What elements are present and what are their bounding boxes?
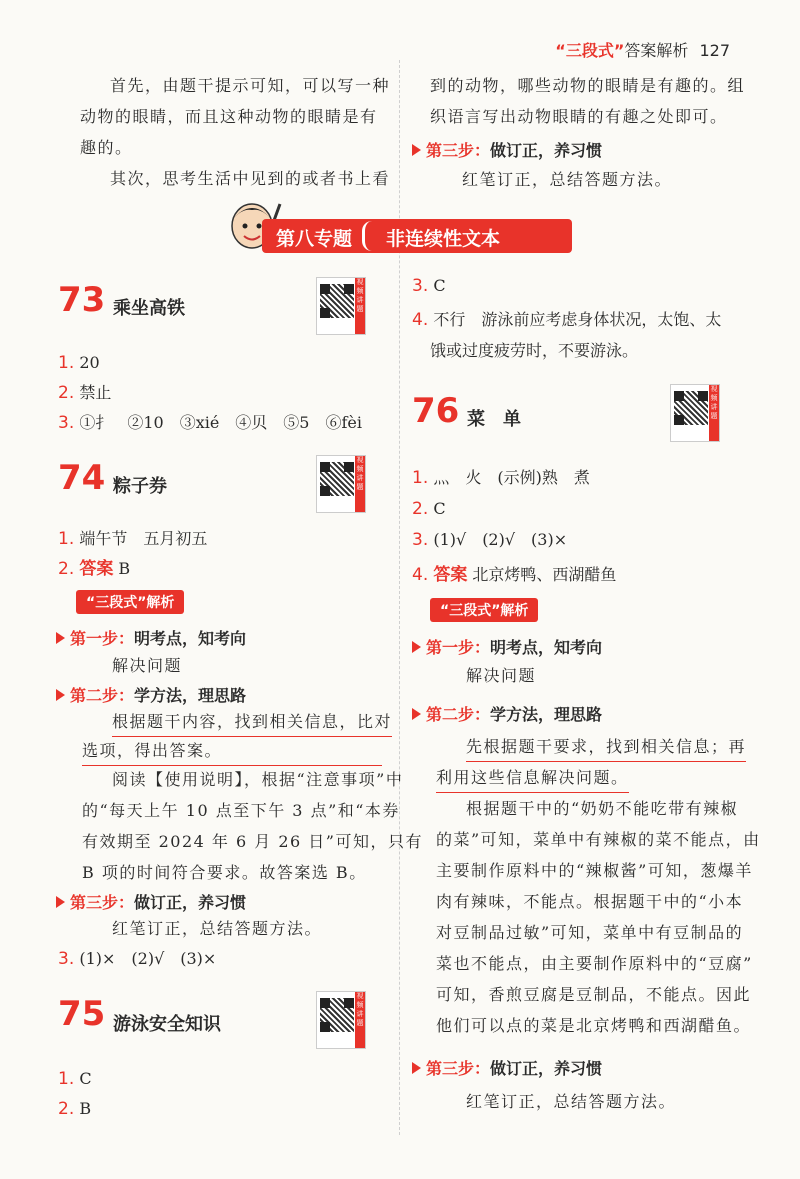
intro-line-1: 首先，由题干提示可知，可以写一种 [110, 76, 391, 95]
intro-step3-body: 红笔订正，总结答题方法。 [462, 170, 673, 189]
video-qr-code-75[interactable] [316, 991, 366, 1049]
question-title-75: 游泳安全知识 [113, 1014, 221, 1035]
intro-right-line-2: 织语言写出动物眼睛的有趣之处即可。 [430, 107, 728, 126]
step1-76-body: 解决问题 [466, 666, 537, 685]
arrow-bullet-icon [56, 632, 65, 644]
answer-75-4: 4. 不行 游泳前应考虑身体状况，太饱、太 [412, 310, 722, 330]
video-qr-code-74[interactable] [316, 455, 366, 513]
answer-75-2: 2. B [58, 1099, 92, 1119]
answer-76-2: 2. C [412, 499, 446, 519]
answer-73-3: 3. ①扌 ②10 ③xié ④贝 ⑤5 ⑥fèi [58, 413, 362, 433]
question-title-76: 菜 单 [467, 409, 521, 430]
step2-76: 第二步：学方法，理思路 [412, 702, 602, 725]
page-number: 127 [699, 41, 730, 60]
step2-76-method-1: 先根据题干要求，找到相关信息；再 [466, 733, 746, 762]
step1-74: 第一步：明考点，知考向 [56, 626, 246, 649]
step1-76: 第一步：明考点，知考向 [412, 635, 602, 658]
step2-76-method-2: 利用这些信息解决问题。 [436, 764, 629, 793]
step3-74-body: 红笔订正，总结答题方法。 [112, 919, 323, 938]
header-title: 答案解析 [624, 41, 689, 60]
step3-76-body: 红笔订正，总结答题方法。 [466, 1092, 677, 1111]
detail-74-line-1: 阅读【使用说明】，根据“注意事项”中 [112, 770, 404, 789]
qr-tag: 视频讲题 [709, 385, 719, 441]
detail-76-line-3: 主要制作原料中的“辣椒酱”可知，葱爆羊 [436, 861, 753, 880]
detail-76-line-6: 菜也不能点，由主要制作原料中的“豆腐” [436, 954, 753, 973]
page-header [555, 38, 730, 61]
detail-76-line-1: 根据题干中的“奶奶不能吃带有辣椒 [466, 799, 739, 818]
video-qr-code-76[interactable] [670, 384, 720, 442]
analysis-badge-74: “三段式”解析 [76, 590, 184, 614]
answer-75-1: 1. C [58, 1069, 92, 1089]
detail-76-line-4: 肉有辣味，不能点。根据题干中的“小本 [436, 892, 744, 911]
arrow-bullet-icon [412, 708, 421, 720]
step2-74-method-1: 根据题干内容，找到相关信息，比对 [112, 708, 392, 737]
answer-76-3: 3. (1)√ (2)√ (3)× [412, 530, 568, 550]
banner-topic: 第八专题 [276, 228, 353, 250]
qr-tag: 视频讲题 [355, 278, 365, 334]
arrow-bullet-icon [412, 641, 421, 653]
step2-74: 第二步：学方法，理思路 [56, 683, 246, 706]
intro-line-4: 其次，思考生活中见到的或者书上看 [110, 169, 391, 188]
answer-74-1: 1. 端午节 五月初五 [58, 529, 208, 549]
banner-separator [362, 221, 385, 251]
arrow-bullet-icon [412, 1062, 421, 1074]
question-number-74: 74 [58, 458, 106, 498]
question-title-73: 乘坐高铁 [113, 298, 185, 319]
question-number-76: 76 [412, 391, 460, 431]
detail-74-line-4: B 项的时间符合要求。故答案选 B。 [82, 863, 367, 882]
detail-74-line-3: 有效期至 2024 年 6 月 26 日”可知，只有 [82, 832, 423, 851]
answer-73-2: 2. 禁止 [58, 383, 112, 403]
step2-74-method-2: 选项，得出答案。 [82, 737, 382, 766]
topic-banner [262, 219, 572, 253]
step3-76: 第三步：做订正，养习惯 [412, 1056, 602, 1079]
header-quote-title: “三段式” [555, 41, 625, 60]
detail-74-line-2: 的“每天上午 10 点至下午 3 点”和“本券 [82, 801, 400, 820]
detail-76-line-2: 的菜”可知，菜单中有辣椒的菜不能点，由 [436, 830, 761, 849]
intro-step3: 第三步：做订正，养习惯 [412, 138, 602, 161]
answer-75-4-cont: 饿或过度疲劳时，不要游泳。 [430, 341, 639, 360]
question-number-73: 73 [58, 280, 106, 320]
answer-73-1: 1. 20 [58, 353, 100, 373]
answer-75-3: 3. C [412, 276, 446, 296]
intro-right-line-1: 到的动物，哪些动物的眼睛是有趣的。组 [430, 76, 746, 95]
video-qr-code-73[interactable] [316, 277, 366, 335]
qr-tag: 视频讲题 [355, 456, 365, 512]
banner-title: 非连续性文本 [386, 228, 501, 250]
question-number-75: 75 [58, 994, 106, 1034]
step3-74: 第三步：做订正，养习惯 [56, 890, 246, 913]
answer-76-4: 4. 答案 北京烤鸭、西湖醋鱼 [412, 565, 617, 585]
detail-76-line-5: 对豆制品过敏”可知，菜单中有豆制品的 [436, 923, 744, 942]
detail-76-line-7: 可知，香煎豆腐是豆制品，不能点。因此 [436, 985, 752, 1004]
qr-tag: 视频讲题 [355, 992, 365, 1048]
qr-code-icon [320, 462, 354, 496]
qr-code-icon [320, 284, 354, 318]
intro-line-2: 动物的眼睛，而且这种动物的眼睛是有 [80, 107, 378, 126]
answer-76-1: 1. 灬 火 (示例)熟 煮 [412, 468, 590, 488]
intro-line-3: 趣的。 [80, 138, 133, 157]
arrow-bullet-icon [412, 144, 421, 156]
qr-code-icon [320, 998, 354, 1032]
qr-code-icon [674, 391, 708, 425]
arrow-bullet-icon [56, 896, 65, 908]
analysis-badge-76: “三段式”解析 [430, 598, 538, 622]
question-title-74: 粽子券 [113, 476, 167, 497]
answer-74-2: 2. 答案 B [58, 559, 131, 579]
detail-76-line-8: 他们可以点的菜是北京烤鸭和西湖醋鱼。 [436, 1016, 752, 1035]
arrow-bullet-icon [56, 689, 65, 701]
step1-74-body: 解决问题 [112, 656, 183, 675]
answer-74-3: 3. (1)× (2)√ (3)× [58, 949, 217, 969]
